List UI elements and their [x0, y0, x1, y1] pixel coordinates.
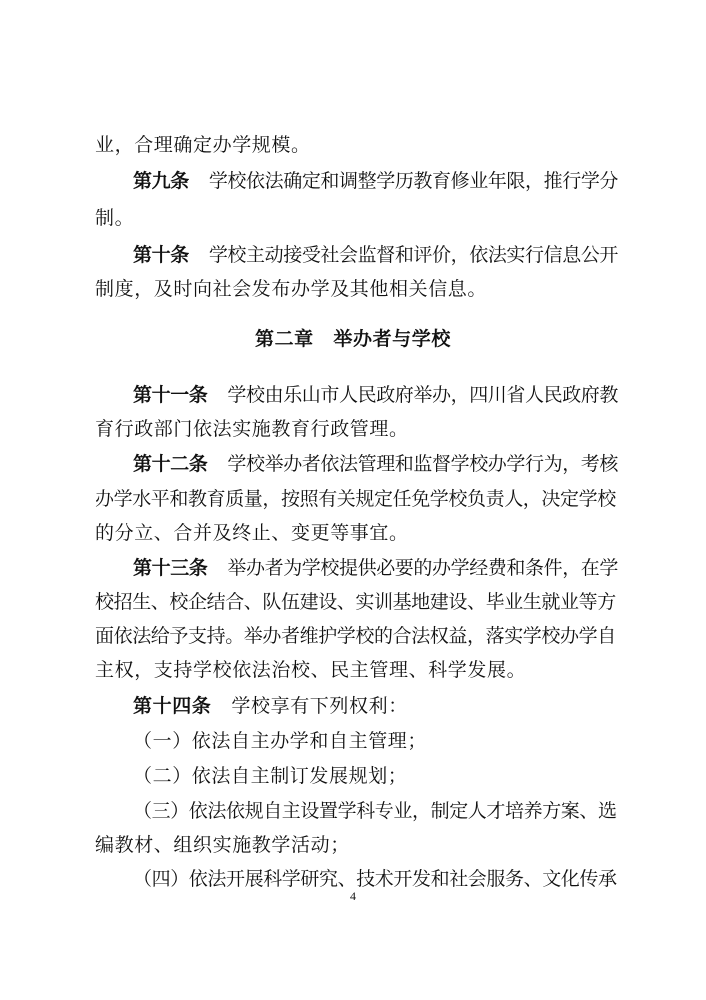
text-line: 校招生、校企结合、队伍建设、实训基地建设、毕业生就业等方 — [95, 591, 616, 613]
article-text: 学校由乐山市人民政府举办，四川省人民政府教 — [227, 384, 619, 406]
text-line: 编教材、组织实施教学活动； — [95, 834, 350, 856]
article-text: 学校享有下列权利： — [231, 695, 408, 717]
article-12 — [133, 452, 617, 476]
article-text: 举办者为学校提供必要的办学经费和条件，在学 — [227, 557, 619, 579]
article-11 — [133, 383, 617, 407]
list-item: （四）依法开展科学研究、技术开发和社会服务、文化传承 — [133, 868, 617, 890]
article-text: 学校举办者依法管理和监督学校办学行为，考核 — [227, 453, 619, 475]
article-text: 学校依法确定和调整学历教育修业年限，推行学分 — [208, 170, 619, 192]
text-line: 业，合理确定办学规模。 — [95, 134, 311, 156]
list-item: （二）依法自主制订发展规划； — [133, 765, 408, 787]
text-line: 主权，支持学校依法治校、民主管理、科学发展。 — [95, 659, 527, 681]
article-number: 第十四条 — [133, 695, 212, 717]
article-13 — [133, 556, 617, 580]
chapter-heading: 第二章 举办者与学校 — [254, 328, 451, 350]
list-item: （三）依法依规自主设置学科专业，制定人才培养方案、选 — [133, 800, 617, 822]
text-line: 办学水平和教育质量，按照有关规定任免学校负责人，决定学校 — [95, 488, 616, 510]
article-number: 第十二条 — [133, 453, 208, 475]
article-10 — [133, 243, 617, 267]
article-9 — [133, 169, 617, 193]
article-number: 第十一条 — [133, 384, 208, 406]
text-line: 面依法给予支持。举办者维护学校的合法权益，落实学校办学自 — [95, 625, 616, 647]
article-text: 学校主动接受社会监督和评价，依法实行信息公开 — [208, 244, 619, 266]
article-number: 第十条 — [133, 244, 189, 266]
article-number: 第十三条 — [133, 557, 208, 579]
article-14 — [133, 694, 617, 718]
page-number: 4 — [350, 889, 356, 903]
article-number: 第九条 — [133, 170, 189, 192]
text-line: 制。 — [95, 207, 135, 229]
list-item: （一）依法自主办学和自主管理； — [133, 730, 428, 752]
text-line: 育行政部门依法实施教育行政管理。 — [95, 418, 409, 440]
text-line: 制度，及时向社会发布办学及其他相关信息。 — [95, 278, 488, 300]
text-line: 的分立、合并及终止、变更等事宜。 — [95, 522, 409, 544]
